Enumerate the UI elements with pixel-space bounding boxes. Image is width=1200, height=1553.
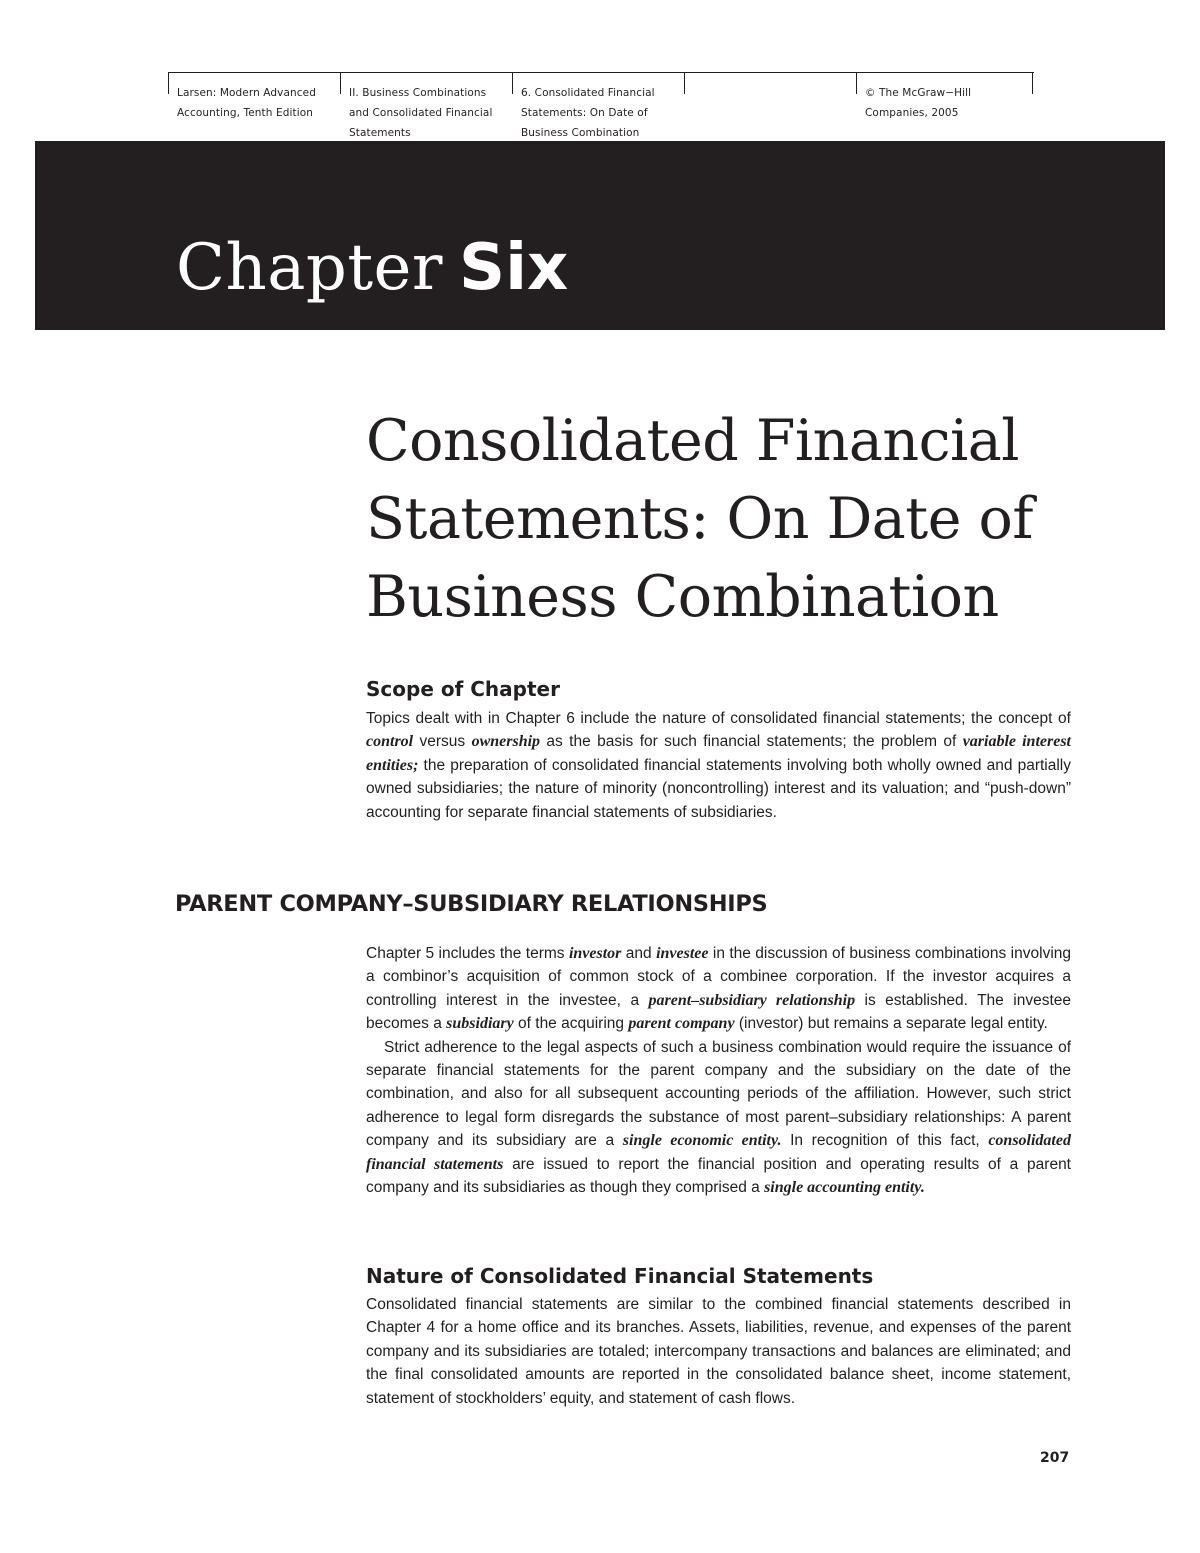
running-header <box>168 72 1034 138</box>
header-text: Statements <box>349 127 411 139</box>
scope-paragraph: Topics dealt with in Chapter 6 include the nature of consolidated financial statements; the concept of control versus ownership as the basis for such financial statements; the problem of variable interest entities; the preparation of consolidated financial statements involving both wholly owned and partially owned subsidiaries; the nature of minority (noncontrolling) interest and its valuation; and “push-down” accounting for separate financial statements of subsidiaries. <box>366 710 1071 821</box>
header-cell-copyright <box>856 72 1018 138</box>
header-text: Business Combination <box>521 127 640 139</box>
nature-heading: Nature of Consolidated Financial Statements <box>366 1264 874 1288</box>
header-text: Accounting, Tenth Edition <box>177 107 313 119</box>
chapter-number: Six <box>459 231 569 305</box>
chapter-heading <box>176 233 568 303</box>
header-cell-empty <box>684 72 846 138</box>
header-text: Companies, 2005 <box>865 107 959 119</box>
paragraph-1: Chapter 5 includes the terms investor and investee in the discussion of business combinations involving a combinor’s acquisition of common stock of a combinee corporation. If the investor acquires a controlling interest in the investee, a parent–subsidiary relationship is established. The investee becomes a subsidiary of the acquiring parent company (investor) but remains a separate legal entity. <box>366 945 1071 1033</box>
header-cell-part <box>340 72 502 138</box>
chapter-banner <box>35 141 1165 330</box>
header-text: 6. Consolidated Financial <box>521 87 655 99</box>
chapter-word: Chapter <box>176 231 443 305</box>
header-text: Statements: On Date of <box>521 107 648 119</box>
title-line: Business Combination <box>366 564 999 630</box>
header-cell-book <box>168 72 330 138</box>
paragraph-2: Strict adherence to the legal aspects of such a business combination would require the issuance of separate financial statements for the parent company and the subsidiary on the date of the combination, and also for all subsequent accounting periods of the affiliation. However, such strict adherence to legal form disregards the substance of most parent–subsidiary relationships: A parent company and its subsidiary are a single economic entity. In recognition of this fact, consolidated financial statements are issued to report the financial position and operating results of a parent company and its subsidiaries as though they comprised a single accounting entity. <box>366 1038 1071 1197</box>
section-body <box>366 942 1071 1199</box>
header-text: II. Business Combinations <box>349 87 487 99</box>
section-heading: PARENT COMPANY–SUBSIDIARY RELATIONSHIPS <box>175 891 768 917</box>
header-text: © The McGraw−Hill <box>865 87 972 99</box>
page-number: 207 <box>1040 1450 1070 1466</box>
header-text: and Consolidated Financial <box>349 107 493 119</box>
chapter-title <box>366 402 1126 636</box>
header-cell-chapter <box>512 72 674 138</box>
title-line: Statements: On Date of <box>366 486 1033 552</box>
title-line: Consolidated Financial <box>366 408 1019 474</box>
header-text: Larsen: Modern Advanced <box>177 87 316 99</box>
nature-paragraph: Consolidated financial statements are similar to the combined financial statements described in Chapter 4 for a home office and its branches. Assets, liabilities, revenue, and expenses of the parent company and its subsidiaries are totaled; intercompany transactions and balances are eliminated; and the final consolidated amounts are reported in the consolidated balance sheet, income statement, statement of stockholders’ equity, and statement of cash flows. <box>366 1296 1071 1407</box>
header-tick <box>1032 72 1033 94</box>
scope-heading: Scope of Chapter <box>366 677 560 701</box>
